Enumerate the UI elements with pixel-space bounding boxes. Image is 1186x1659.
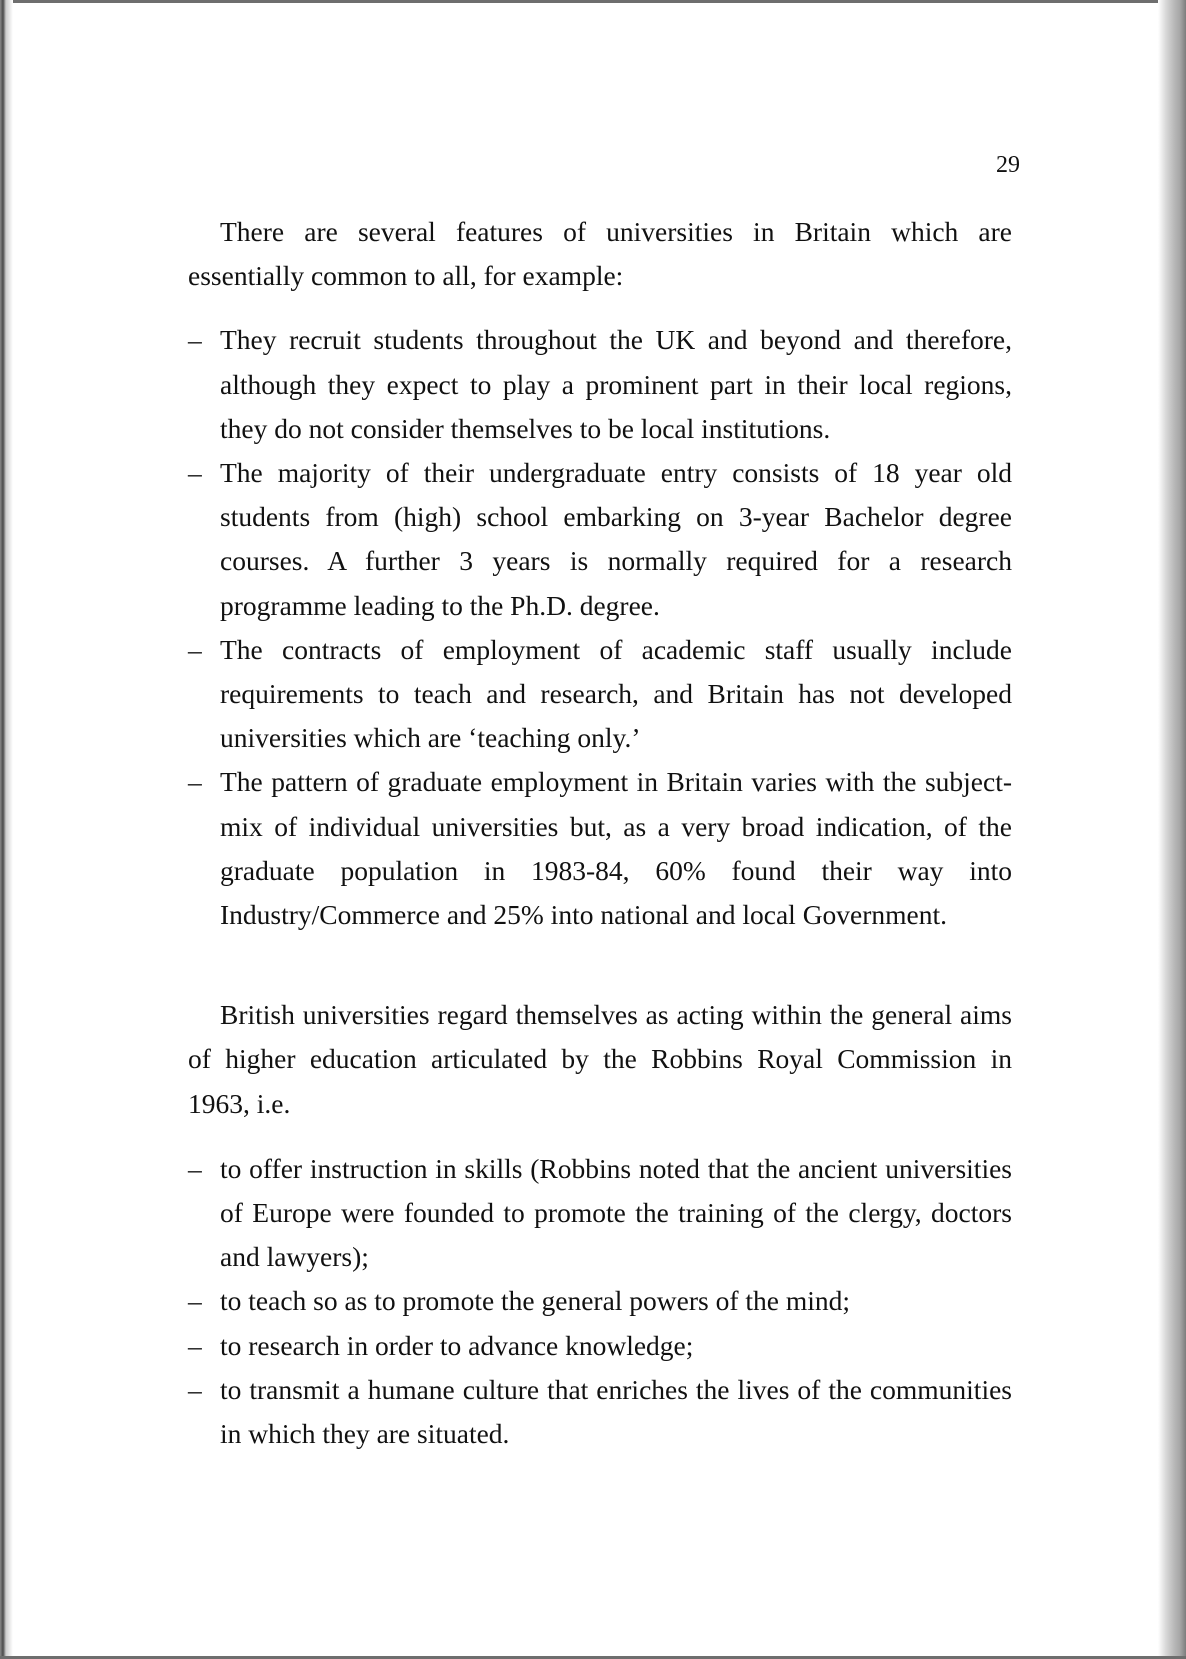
list-item	[188, 1368, 1012, 1456]
list-item	[188, 1147, 1012, 1280]
aims-list	[188, 1147, 1012, 1456]
page-edge-right	[1158, 0, 1186, 1659]
list-item-text: to transmit a humane culture that enriches the lives of the communities in which they are situated.	[220, 1373, 1012, 1450]
list-item	[188, 760, 1012, 937]
list-item	[188, 1324, 1012, 1368]
list-item-text: The contracts of employment of academic staff usually include requirements to teach and research, and Britain has not developed universities which are ‘teaching only.’	[220, 633, 1012, 754]
dash-marker: –	[188, 1373, 202, 1405]
list-item	[188, 628, 1012, 761]
dash-marker: –	[188, 1329, 202, 1361]
dash-marker: –	[188, 324, 202, 356]
list-item	[188, 451, 1012, 628]
list-item-text: to offer instruction in skills (Robbins noted that the ancient universities of Europe were founded to promote the training of the clergy, doctors and lawyers);	[220, 1152, 1012, 1273]
list-item	[188, 318, 1012, 451]
intro-paragraph: There are several features of universities in Britain which are essentially common to all, for example:	[188, 216, 1012, 292]
dash-marker: –	[188, 633, 202, 665]
list-item-text: They recruit students throughout the UK and beyond and therefore, although they expect to play a prominent part in their local regions, they do not consider themselves to be local institutions.	[220, 324, 1012, 444]
list-item	[188, 1279, 1012, 1323]
list-item-text: The pattern of graduate employment in Britain varies with the subject-mix of individual universities but, as a very broad indication, of the graduate population in 1983-84, 60% found their way into Industry/Commerce and 25% into national and local Government.	[220, 766, 1012, 931]
dash-marker: –	[188, 766, 202, 798]
list-item-text: to teach so as to promote the general powers of the mind;	[220, 1285, 851, 1317]
features-list	[188, 318, 1012, 937]
dash-marker: –	[188, 1285, 202, 1317]
list-item-text: to research in order to advance knowledge;	[220, 1329, 694, 1361]
page-number: 29	[996, 152, 1020, 178]
page-edge-top	[0, 0, 1186, 3]
robbins-paragraph: British universities regard themselves as acting within the general aims of higher education articulated by the Robbins Royal Commission in 1963, i.e.	[188, 999, 1012, 1119]
page-body	[188, 210, 1012, 1456]
page-edge-left	[0, 0, 13, 1659]
list-item-text: The majority of their undergraduate entry consists of 18 year old students from (high) school embarking on 3-year Bachelor degree courses. A further 3 years is normally required for a research programme leading to the Ph.D. degree.	[220, 457, 1012, 621]
dash-marker: –	[188, 1152, 202, 1184]
dash-marker: –	[188, 457, 202, 489]
